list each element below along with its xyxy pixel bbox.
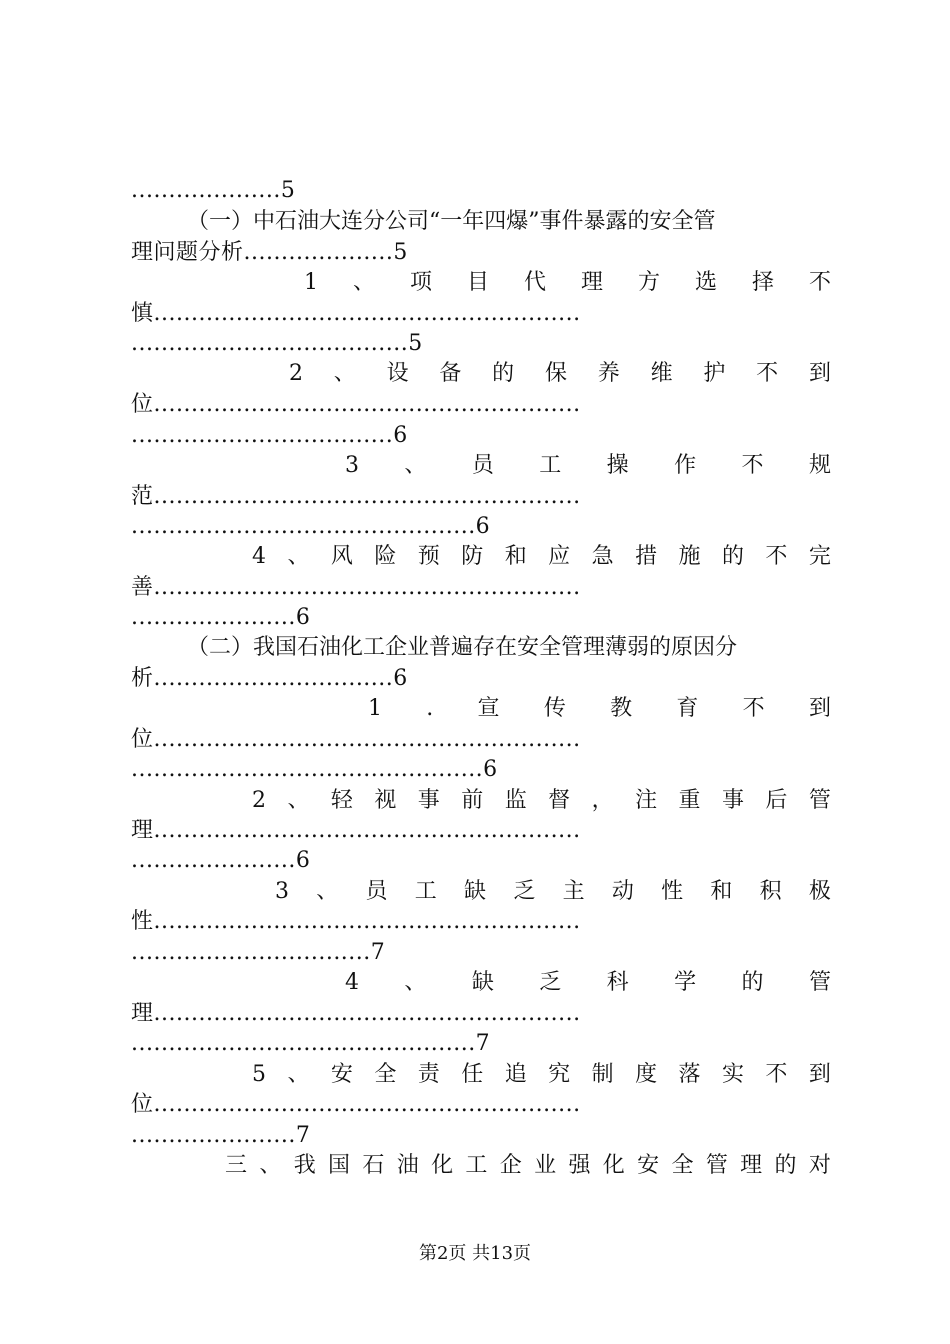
toc-line: 位.........................................................: [131, 392, 581, 417]
toc-line: 范.........................................................: [131, 484, 581, 509]
toc-line: .....................................5: [131, 331, 423, 356]
toc-line: 善.........................................................: [131, 575, 581, 600]
toc-entry-1-2[interactable]: 2 、 设 备 的 保 养 维 护 不 到: [289, 361, 831, 386]
toc-entry-1-1[interactable]: 1 、 项 目 代 理 方 选 择 不: [304, 270, 831, 295]
toc-entry-1-3[interactable]: 3 、 员 工 操 作 不 规: [345, 453, 831, 478]
toc-line: 性.........................................................: [131, 909, 581, 934]
toc-line: ...............................................6: [131, 757, 498, 782]
toc-entry-2-1[interactable]: 1 . 宣 传 教 育 不 到: [368, 696, 831, 721]
toc-line: 位.........................................................: [131, 1092, 581, 1117]
toc-line: ....................5: [131, 178, 296, 203]
toc-entry-section-2[interactable]: （二）我国石油化工企业普遍存在安全管理薄弱的原因分: [187, 635, 738, 660]
toc-entry-section-3[interactable]: 三 、 我 国 石 油 化 工 企 业 强 化 安 全 管 理 的 对: [225, 1153, 831, 1178]
toc-line: ..............................................7: [131, 1031, 491, 1056]
toc-entry-2-3[interactable]: 3 、 员 工 缺 乏 主 动 性 和 积 极: [275, 879, 831, 904]
toc-line: ..............................................6: [131, 514, 491, 539]
toc-line: ................................7: [131, 940, 386, 965]
toc-entry-2-2[interactable]: 2 、 轻 视 事 前 监 督 ， 注 重 事 后 管: [252, 788, 831, 813]
toc-entry-2-5[interactable]: 5 、 安 全 责 任 追 究 制 度 落 实 不 到: [252, 1062, 831, 1087]
toc-line: 析................................6: [131, 666, 408, 691]
toc-line: 理.........................................................: [131, 1001, 581, 1026]
toc-line: ......................6: [131, 605, 311, 630]
toc-line: 理问题分析....................5: [131, 240, 408, 265]
toc-line: 理.........................................................: [131, 818, 581, 843]
toc-line: 慎.........................................................: [131, 301, 581, 326]
toc-line: ...................................6: [131, 423, 408, 448]
toc-line: ......................7: [131, 1123, 311, 1148]
toc-entry-section-1[interactable]: （一）中石油大连分公司“一年四爆”事件暴露的安全管: [187, 209, 716, 234]
toc-line: ......................6: [131, 848, 311, 873]
toc-line: 位.........................................................: [131, 727, 581, 752]
toc-entry-1-4[interactable]: 4 、 风 险 预 防 和 应 急 措 施 的 不 完: [252, 544, 831, 569]
toc-entry-2-4[interactable]: 4 、 缺 乏 科 学 的 管: [345, 970, 831, 995]
page-footer: 第2页 共13页: [418, 1243, 532, 1264]
